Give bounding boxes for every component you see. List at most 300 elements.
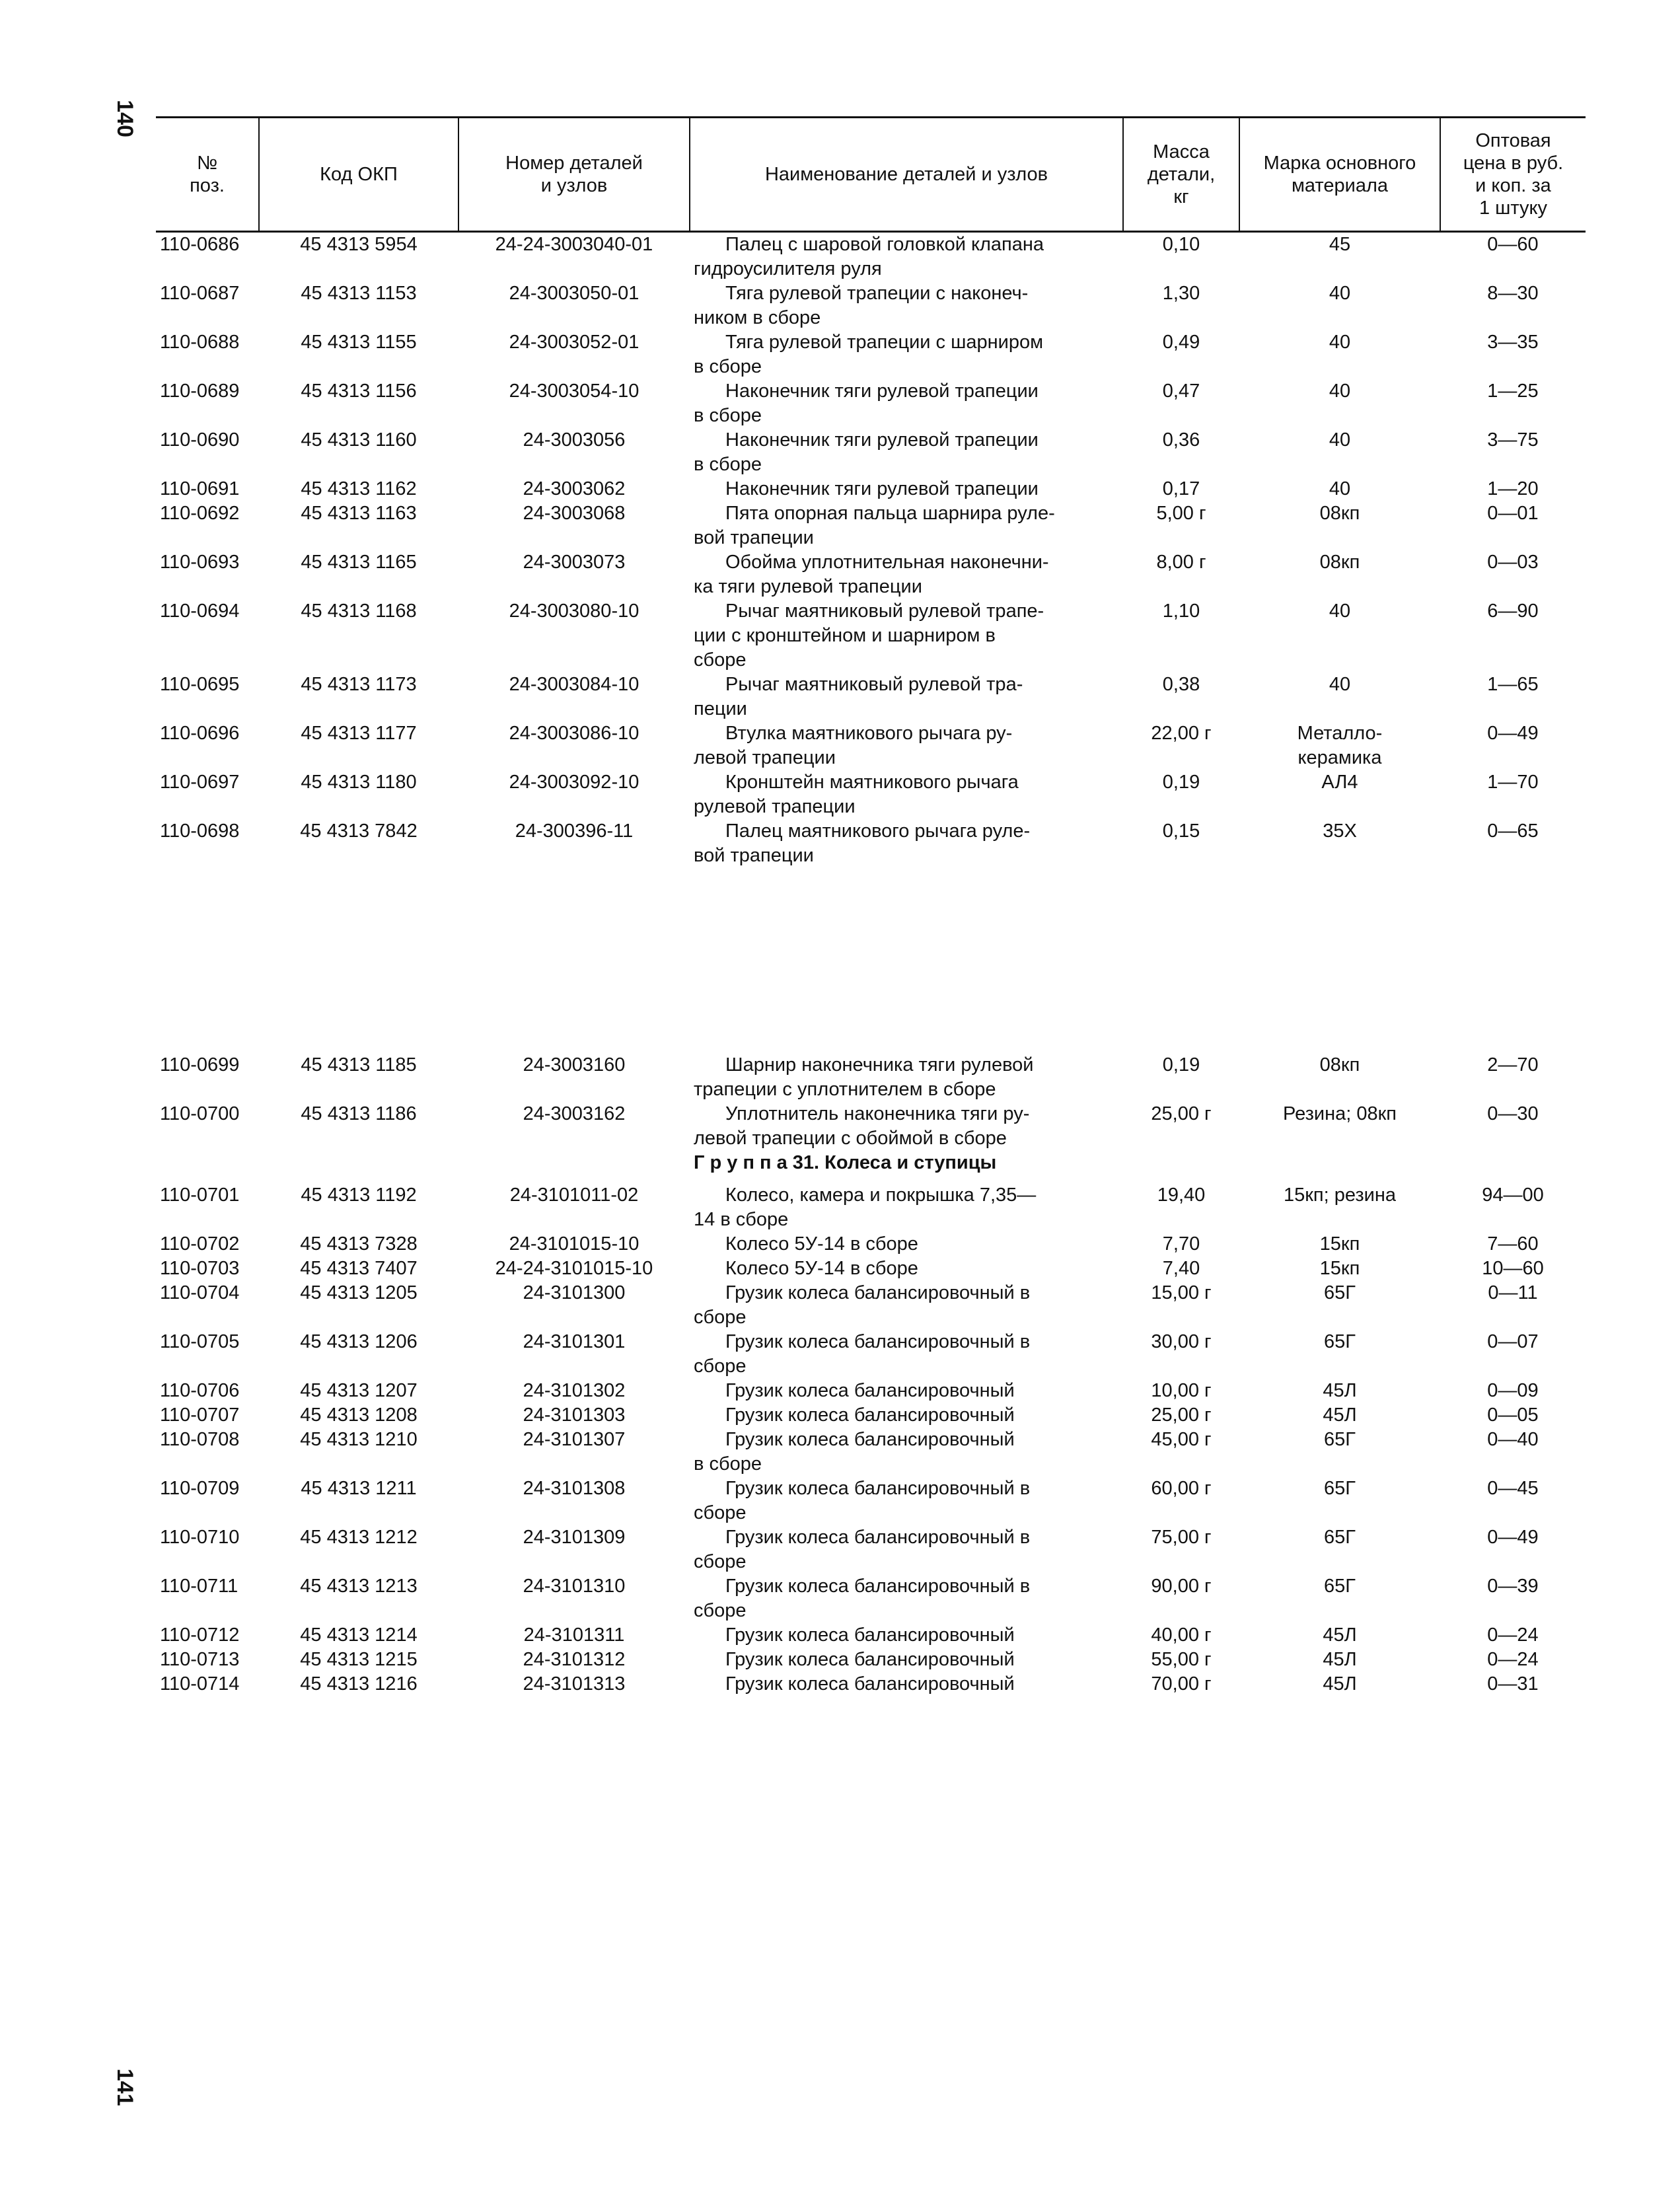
cell-name <box>690 1281 1123 1330</box>
cell-number <box>458 1183 690 1232</box>
cell-pos <box>156 1053 259 1102</box>
mass-value: 75,00 г <box>1151 1527 1212 1548</box>
cell-material <box>1239 599 1440 673</box>
name-line: Пята опорная пальца шарнира руле- <box>725 503 1055 524</box>
cell-material <box>1239 330 1440 379</box>
name-line: Грузик колеса балансировочный <box>725 1649 1015 1670</box>
cell-price <box>1440 501 1586 550</box>
okp-code: 45 4313 1186 <box>301 1103 417 1124</box>
material-value: 45Л <box>1323 1624 1357 1646</box>
name-line: Тяга рулевой трапеции с шарниром <box>725 332 1044 353</box>
name-line: Грузик колеса балансировочный в <box>725 1331 1031 1352</box>
price-value: 1—25 <box>1487 381 1539 402</box>
header-pos: № поз. <box>156 118 259 232</box>
part-number: 24-3101309 <box>523 1527 626 1548</box>
okp-code: 45 4313 1206 <box>300 1331 418 1352</box>
part-number: 24-3101310 <box>523 1576 626 1597</box>
pos-value: 110-0696 <box>160 723 240 744</box>
cell-mass <box>1123 1281 1239 1330</box>
name-line: Рычаг маятниковый рулевой тра- <box>725 674 1023 695</box>
pos-value: 110-0687 <box>160 283 240 304</box>
okp-code: 45 4313 1215 <box>300 1649 418 1670</box>
mass-value: 0,47 <box>1162 381 1200 402</box>
okp-code: 45 4313 1160 <box>301 429 417 451</box>
cell-material <box>1239 1379 1440 1403</box>
cell-name <box>690 477 1123 501</box>
table-row <box>156 1281 1586 1330</box>
mass-value: 7,40 <box>1162 1258 1200 1279</box>
mass-value: 25,00 г <box>1151 1103 1212 1124</box>
cell-material <box>1239 1232 1440 1257</box>
pos-value: 110-0701 <box>160 1185 240 1206</box>
material-value: 35Х <box>1323 821 1357 842</box>
mass-value: 0,19 <box>1162 1054 1200 1076</box>
table-row <box>156 1525 1586 1574</box>
name-line: Наконечник тяги рулевой трапеции <box>725 381 1039 402</box>
pos-value: 110-0695 <box>160 674 240 695</box>
cell-mass <box>1123 1428 1239 1477</box>
okp-code: 45 4313 1165 <box>301 552 417 573</box>
header-material: Марка основного материала <box>1239 118 1440 232</box>
header-name: Наименование деталей и узлов <box>690 118 1123 232</box>
name-line: Тяга рулевой трапеции с наконеч- <box>725 283 1029 304</box>
part-number: 24-3003056 <box>523 429 626 451</box>
cell-pos <box>156 1232 259 1257</box>
part-number: 24-3003054-10 <box>509 381 639 402</box>
price-value: 10—60 <box>1482 1258 1544 1279</box>
mass-value: 0,15 <box>1162 821 1200 842</box>
cell-name <box>690 1672 1123 1696</box>
price-value: 1—20 <box>1487 478 1539 499</box>
price-value: 0—24 <box>1487 1624 1539 1646</box>
mass-value: 22,00 г <box>1151 723 1212 744</box>
name-line: в сборе <box>694 454 762 475</box>
cell-mass <box>1123 1102 1239 1151</box>
cell-mass <box>1123 1477 1239 1525</box>
cell-number <box>458 1379 690 1403</box>
material-value: 40 <box>1329 674 1351 695</box>
material-value: 65Г <box>1324 1331 1356 1352</box>
name-line: Грузик колеса балансировочный в <box>725 1527 1031 1548</box>
pos-value: 110-0689 <box>160 381 240 402</box>
mass-value: 19,40 <box>1157 1185 1206 1206</box>
cell-price <box>1440 281 1586 330</box>
cell-number <box>458 550 690 599</box>
cell-number <box>458 1623 690 1648</box>
cell-pos <box>156 330 259 379</box>
cell-price <box>1440 1623 1586 1648</box>
mass-value: 0,19 <box>1162 772 1200 793</box>
cell-okp <box>259 477 458 501</box>
cell-material <box>1239 1428 1440 1477</box>
cell-pos <box>156 819 259 868</box>
cell-price <box>1440 477 1586 501</box>
page-number-top: 140 <box>112 100 137 137</box>
cell-okp <box>259 1232 458 1257</box>
cell-mass <box>1123 1623 1239 1648</box>
material-value: 15кп; резина <box>1283 1185 1397 1206</box>
cell-price <box>1440 673 1586 721</box>
okp-code: 45 4313 7407 <box>300 1258 418 1279</box>
cell-okp <box>259 1428 458 1477</box>
pos-value: 110-0714 <box>160 1673 240 1695</box>
cell-number <box>458 1648 690 1672</box>
pos-value: 110-0700 <box>160 1103 240 1124</box>
pos-value: 110-0690 <box>160 429 240 451</box>
cell-number <box>458 501 690 550</box>
material-value: 08кп <box>1319 503 1360 524</box>
part-number: 24-3003086-10 <box>509 723 639 744</box>
price-value: 0—49 <box>1487 1527 1539 1548</box>
cell-material <box>1239 1672 1440 1696</box>
cell-number <box>458 1574 690 1623</box>
pos-value: 110-0694 <box>160 601 240 622</box>
price-value: 0—39 <box>1487 1576 1539 1597</box>
cell-price <box>1440 1428 1586 1477</box>
cell-pos <box>156 1379 259 1403</box>
cell-number <box>458 1477 690 1525</box>
cell-material <box>1239 1053 1440 1102</box>
cell-pos <box>156 281 259 330</box>
pos-value: 110-0711 <box>160 1576 238 1597</box>
part-number: 24-24-3101015-10 <box>495 1258 653 1279</box>
name-line: Рычаг маятниковый рулевой трапе- <box>725 601 1044 622</box>
okp-code: 45 4313 1180 <box>301 772 417 793</box>
name-line: сборе <box>694 1307 747 1328</box>
cell-pos <box>156 1623 259 1648</box>
name-line: вой трапеции <box>694 527 814 548</box>
cell-price <box>1440 1403 1586 1428</box>
table-row <box>156 819 1586 868</box>
cell-mass <box>1123 428 1239 477</box>
cell-pos <box>156 1525 259 1574</box>
cell-price <box>1440 1281 1586 1330</box>
name-line: Грузик колеса балансировочный <box>725 1673 1015 1695</box>
material-value: Резина; 08кп <box>1283 1103 1397 1124</box>
table-row <box>156 599 1586 673</box>
okp-code: 45 4313 1205 <box>300 1282 418 1303</box>
material-value: 65Г <box>1324 1429 1356 1450</box>
name-line: сборе <box>694 1356 747 1377</box>
cell-mass <box>1123 770 1239 819</box>
cell-material <box>1239 1477 1440 1525</box>
name-line: трапеции с уплотнителем в сборе <box>694 1079 996 1100</box>
cell-pos <box>156 1102 259 1151</box>
part-number: 24-3101303 <box>523 1404 626 1426</box>
okp-code: 45 4313 1210 <box>300 1429 418 1450</box>
mass-value: 40,00 г <box>1151 1624 1212 1646</box>
cell-okp <box>259 232 458 282</box>
cell-mass <box>1123 379 1239 428</box>
okp-code: 45 4313 7842 <box>300 821 418 842</box>
cell-price <box>1440 379 1586 428</box>
pos-value: 110-0698 <box>160 821 240 842</box>
name-line: Уплотнитель наконечника тяги ру- <box>725 1103 1030 1124</box>
price-value: 8—30 <box>1487 283 1539 304</box>
part-number: 24-3003062 <box>523 478 626 499</box>
cell-number <box>458 1053 690 1102</box>
table-row <box>156 1428 1586 1477</box>
cell-number <box>458 1232 690 1257</box>
cell-mass <box>1123 819 1239 868</box>
name-line: ником в сборе <box>694 307 821 328</box>
cell-material <box>1239 819 1440 868</box>
group-heading-row <box>156 1151 1586 1183</box>
cell-okp <box>259 379 458 428</box>
name-line: Колесо 5У-14 в сборе <box>725 1233 918 1255</box>
material-value: 45Л <box>1323 1673 1357 1695</box>
cell-number <box>458 281 690 330</box>
price-value: 6—90 <box>1487 601 1539 622</box>
cell-number <box>458 428 690 477</box>
mass-value: 1,30 <box>1162 283 1200 304</box>
cell-pos <box>156 379 259 428</box>
okp-code: 45 4313 1168 <box>301 601 417 622</box>
price-value: 0—01 <box>1487 503 1539 524</box>
part-number: 24-3101301 <box>523 1331 626 1352</box>
cell-price <box>1440 1525 1586 1574</box>
table-row <box>156 1672 1586 1696</box>
cell-name <box>690 379 1123 428</box>
okp-code: 45 4313 1213 <box>300 1576 418 1597</box>
material-value: 15кп <box>1319 1233 1360 1255</box>
cell-number <box>458 770 690 819</box>
part-number: 24-3101300 <box>523 1282 626 1303</box>
price-value: 0—11 <box>1488 1282 1538 1303</box>
mass-value: 30,00 г <box>1151 1331 1212 1352</box>
table-row <box>156 721 1586 770</box>
price-value: 0—07 <box>1487 1331 1539 1352</box>
cell-mass <box>1123 1330 1239 1379</box>
price-value: 1—65 <box>1487 674 1539 695</box>
table-row <box>156 1574 1586 1623</box>
table-row <box>156 477 1586 501</box>
cell-name <box>690 1232 1123 1257</box>
material-value: 65Г <box>1324 1282 1356 1303</box>
cell-name <box>690 550 1123 599</box>
name-line: сборе <box>694 1600 747 1621</box>
cell-okp <box>259 501 458 550</box>
mass-value: 55,00 г <box>1151 1649 1212 1670</box>
part-number: 24-300396-11 <box>515 821 634 842</box>
cell-number <box>458 673 690 721</box>
price-value: 0—31 <box>1487 1673 1539 1695</box>
table-row <box>156 673 1586 721</box>
cell-material <box>1239 477 1440 501</box>
cell-okp <box>259 1053 458 1102</box>
cell-number <box>458 599 690 673</box>
cell-name <box>690 599 1123 673</box>
cell-material <box>1239 1648 1440 1672</box>
cell-mass <box>1123 232 1239 282</box>
part-number: 24-3003162 <box>523 1103 626 1124</box>
pos-value: 110-0707 <box>160 1404 240 1426</box>
name-line: Грузик колеса балансировочный <box>725 1429 1015 1450</box>
cell-name <box>690 1102 1123 1151</box>
cell-mass <box>1123 1257 1239 1281</box>
material-value: 40 <box>1329 478 1351 499</box>
cell-price <box>1440 428 1586 477</box>
cell-okp <box>259 1574 458 1623</box>
cell-pos <box>156 550 259 599</box>
name-line: Палец с шаровой головкой клапана <box>725 234 1044 255</box>
cell-material <box>1239 1102 1440 1151</box>
table-row <box>156 379 1586 428</box>
price-value: 0—30 <box>1487 1103 1539 1124</box>
cell-name <box>690 501 1123 550</box>
table-body <box>156 232 1586 1697</box>
cell-number <box>458 330 690 379</box>
material-value: 40 <box>1329 429 1351 451</box>
name-line: в сборе <box>694 356 762 377</box>
cell-name <box>690 232 1123 282</box>
part-number: 24-3101011-02 <box>509 1185 639 1206</box>
cell-name <box>690 1330 1123 1379</box>
cell-material <box>1239 281 1440 330</box>
price-value: 0—05 <box>1487 1404 1539 1426</box>
cell-material <box>1239 550 1440 599</box>
cell-material <box>1239 1281 1440 1330</box>
cell-okp <box>259 1525 458 1574</box>
cell-mass <box>1123 1574 1239 1623</box>
name-line: 14 в сборе <box>694 1209 789 1230</box>
name-line: сборе <box>694 1551 747 1572</box>
cell-mass <box>1123 281 1239 330</box>
cell-material <box>1239 673 1440 721</box>
name-line: рулевой трапеции <box>694 796 856 817</box>
cell-pos <box>156 673 259 721</box>
material-value: 40 <box>1329 601 1351 622</box>
part-number: 24-3003080-10 <box>509 601 639 622</box>
table-header <box>156 118 1586 232</box>
cell-name <box>690 770 1123 819</box>
part-number: 24-3003092-10 <box>509 772 639 793</box>
name-line: сборе <box>694 1502 747 1523</box>
part-number: 24-3003052-01 <box>509 332 639 353</box>
mass-value: 0,49 <box>1162 332 1200 353</box>
okp-code: 45 4313 1185 <box>301 1054 417 1076</box>
pos-value: 110-0703 <box>160 1258 240 1279</box>
pos-value: 110-0710 <box>160 1527 240 1548</box>
cell-price <box>1440 232 1586 282</box>
okp-code: 45 4313 1156 <box>301 381 417 402</box>
cell-mass <box>1123 1183 1239 1232</box>
material-value: 65Г <box>1324 1576 1356 1597</box>
price-value: 0—40 <box>1487 1429 1539 1450</box>
cell-mass <box>1123 1379 1239 1403</box>
okp-code: 45 4313 1162 <box>301 478 417 499</box>
name-line: Колесо, камера и покрышка 7,35— <box>725 1185 1037 1206</box>
cell-price <box>1440 550 1586 599</box>
cell-name <box>690 819 1123 868</box>
header-number: Номер деталей и узлов <box>458 118 690 232</box>
name-line: Наконечник тяги рулевой трапеции <box>725 478 1039 499</box>
cell-pos <box>156 501 259 550</box>
cell-material <box>1239 1525 1440 1574</box>
cell-mass <box>1123 599 1239 673</box>
name-line: Шарнир наконечника тяги рулевой <box>725 1054 1034 1076</box>
price-value: 3—75 <box>1487 429 1539 451</box>
mass-value: 5,00 г <box>1156 503 1206 524</box>
okp-code: 45 4313 1212 <box>300 1527 418 1548</box>
cell-mass <box>1123 501 1239 550</box>
cell-price <box>1440 599 1586 673</box>
material-value: 15кп <box>1319 1258 1360 1279</box>
table-row <box>156 550 1586 599</box>
cell-material <box>1239 1623 1440 1648</box>
mass-value: 45,00 г <box>1151 1429 1212 1450</box>
part-number: 24-3101311 <box>523 1624 625 1646</box>
cell-name <box>690 1403 1123 1428</box>
cell-number <box>458 477 690 501</box>
okp-code: 45 4313 1192 <box>301 1185 417 1206</box>
cell-pos <box>156 1672 259 1696</box>
cell-okp <box>259 1281 458 1330</box>
part-number: 24-3003050-01 <box>509 283 639 304</box>
name-line: сборе <box>694 649 747 671</box>
material-value: 45Л <box>1323 1380 1357 1401</box>
cell-okp <box>259 1102 458 1151</box>
pos-value: 110-0686 <box>160 234 240 255</box>
table-row <box>156 1232 1586 1257</box>
price-value: 0—65 <box>1487 821 1539 842</box>
cell-name <box>690 1574 1123 1623</box>
material-value: 65Г <box>1324 1527 1356 1548</box>
cell-material <box>1239 1257 1440 1281</box>
name-line: гидроусилителя руля <box>694 258 882 279</box>
table-row <box>156 330 1586 379</box>
cell-pos <box>156 599 259 673</box>
cell-mass <box>1123 477 1239 501</box>
name-line: Грузик колеса балансировочный <box>725 1404 1015 1426</box>
table-row <box>156 1648 1586 1672</box>
okp-code: 45 4313 1153 <box>301 283 417 304</box>
part-number: 24-3101015-10 <box>509 1233 639 1255</box>
cell-number <box>458 1672 690 1696</box>
cell-okp <box>259 1623 458 1648</box>
cell-okp <box>259 673 458 721</box>
material-value: 40 <box>1329 332 1351 353</box>
cell-number <box>458 1525 690 1574</box>
cell-price <box>1440 1257 1586 1281</box>
header-price: Оптовая цена в руб. и коп. за 1 штуку <box>1440 118 1586 232</box>
cell-pos <box>156 1281 259 1330</box>
cell-mass <box>1123 673 1239 721</box>
name-line: левой трапеции <box>694 747 836 768</box>
cell-material <box>1239 428 1440 477</box>
cell-okp <box>259 550 458 599</box>
cell-mass <box>1123 550 1239 599</box>
cell-okp <box>259 599 458 673</box>
cell-name <box>690 1053 1123 1102</box>
cell-name <box>690 1379 1123 1403</box>
group-heading <box>690 1151 1586 1183</box>
pos-value: 110-0702 <box>160 1233 240 1255</box>
price-value: 0—60 <box>1487 234 1539 255</box>
cell-pos <box>156 1403 259 1428</box>
cell-pos <box>156 770 259 819</box>
material-value: 45Л <box>1323 1404 1357 1426</box>
cell-name <box>690 1257 1123 1281</box>
pos-value: 110-0706 <box>160 1380 240 1401</box>
cell-name <box>690 330 1123 379</box>
cell-price <box>1440 1183 1586 1232</box>
material-value: 08кп <box>1319 552 1360 573</box>
cell-mass <box>1123 330 1239 379</box>
name-line: Палец маятникового рычага руле- <box>725 821 1031 842</box>
name-line: Обойма уплотнительная наконечни- <box>725 552 1049 573</box>
part-number: 24-3003084-10 <box>509 674 639 695</box>
